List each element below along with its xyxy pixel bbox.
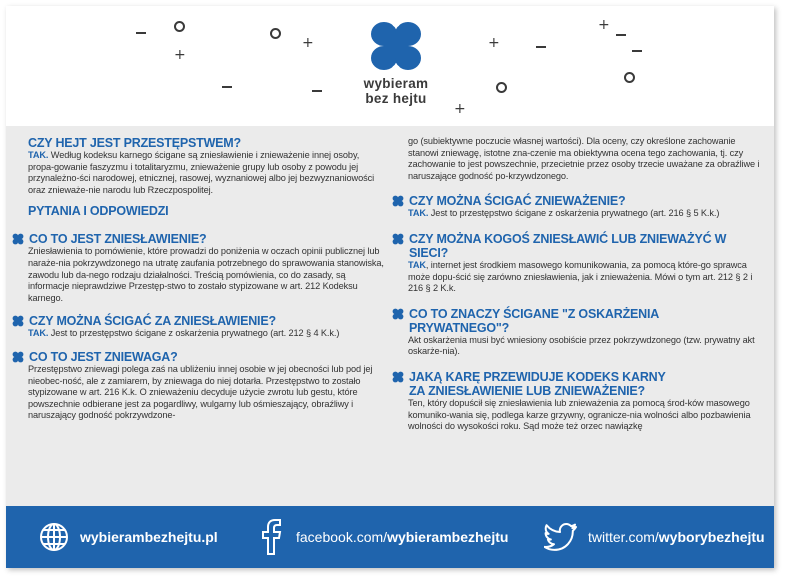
twitter-label xyxy=(588,529,765,545)
deco-plus: + xyxy=(302,35,314,51)
qa-block xyxy=(28,232,386,304)
clover-bullet-icon xyxy=(12,233,24,245)
qa-block xyxy=(408,194,760,220)
answer-text xyxy=(408,260,760,295)
deco-dash xyxy=(312,90,322,92)
logo xyxy=(356,20,436,106)
answer-text: Przestępstwo zniewagi polega zaś na ubliżeniu innej osobie w jej obecności lub pod jej nieobec-ność, ale z zamiarem, by zniewaga do niej dotarła. Przestępstwo to zostało stypizowane w art. 216 K.k. O znieważeniu decyduje użycie zwrotu lub gestu, które powszechnie odbierane jest za pogardliwy, wulgarny lub ośmieszający, obraźliwy i naruszający godność pokrzywdzone- xyxy=(28,363,373,421)
deco-dash xyxy=(632,50,642,52)
website-link[interactable] xyxy=(38,521,218,553)
intro-text xyxy=(28,150,386,196)
deco-plus: + xyxy=(174,47,186,63)
clover-bullet-icon xyxy=(12,351,24,363)
intro-block xyxy=(28,136,386,196)
blue-x-clover-icon xyxy=(368,20,424,72)
answer-text: Ten, który dopuścił się zniesławienia lub znieważenia za pomocą środ-ków masowego komuniko-wania się, podlega karze grzywny, ogranicze-nia wolności albo pozbawienia wolności do wysokości roku. Sąd może też orzec nawiązkę xyxy=(408,397,751,432)
deco-dash xyxy=(222,86,232,88)
clover-bullet-icon xyxy=(392,308,404,320)
clover-bullet-icon xyxy=(12,315,24,327)
question-title: CZY MOŻNA ŚCIGAĆ ZA ZNIESŁAWIENIE? xyxy=(29,314,276,329)
clover-bullet-icon xyxy=(392,371,404,383)
deco-plus: + xyxy=(598,17,610,33)
left-column xyxy=(28,136,386,432)
leaflet-sheet xyxy=(6,6,774,568)
facebook-link[interactable] xyxy=(260,519,508,555)
intro-body: Według kodeksu karnego ścigane są zniesławienie i znieważenie innej osoby, propa-gowanie faszyzmu i totalitaryzmu, znieważenie grupy lub osoby z powodu jej przynależno-ści narodowej, etnicznej, rasowej, wyznaniowej albo jej bezwyznaniowości oraz znieważe-nie narodu lub Rzeczpospolitej. xyxy=(28,150,375,195)
twitter-link[interactable] xyxy=(544,523,765,551)
twitter-icon xyxy=(544,523,578,551)
answer-text xyxy=(408,208,760,220)
logo-text-line2: bez hejtu xyxy=(365,91,427,106)
continuation-block xyxy=(408,136,760,182)
deco-plus: + xyxy=(454,101,466,117)
answer-body: Jest to przestępstwo ścigane z oskarżenia prywatnego (art. 212 § 4 K.k.) xyxy=(48,328,340,339)
header xyxy=(6,6,774,126)
question-title-line2: ZA ZNIESŁAWIENIE LUB ZNIEWAŻENIE? xyxy=(409,383,645,398)
qa-block xyxy=(28,314,386,340)
facebook-handle: wybierambezhejtu xyxy=(387,529,509,545)
deco-circle xyxy=(270,28,281,39)
facebook-prefix: facebook.com/ xyxy=(296,529,388,545)
qa-block xyxy=(408,370,760,433)
clover-bullet-icon xyxy=(392,233,404,245)
answer-text: Zniesławienia to pomówienie, które prowadzi do poniżenia w oczach opinii publicznej lub naraże-nia pokrzywdzonego na utratę zaufania potrzebnego do sprawowania stanowiska, zawodu lub da-nego rodzaju działalności. Treścią pomówienia, co do zasady, są informacje nieprawdziwe Przestęp-stwo to zostało stypizowane w art. 212 Kodeksu karnego. xyxy=(28,246,384,303)
twitter-handle: wyborybezhejtu xyxy=(658,529,765,545)
question-title: CO TO ZNACZY ŚCIGANE "Z OSKARŻENIA PRYWATNEGO"? xyxy=(409,306,659,335)
right-column xyxy=(408,136,760,443)
deco-circle xyxy=(496,82,507,93)
clover-bullet-icon xyxy=(392,195,404,207)
continuation-text: go (subiektywne poczucie własnej wartości). Dla oceny, czy określone zachowanie stanowi zniewagę, istotne zna-czenie ma obiektywna ocena tego zachowania, tj. czy zachowanie to jest powszechnie, przecietnie przez osoby trzecie uważane za obraźliwe i naruszające godność po-krzywdzonego. xyxy=(408,136,760,181)
footer xyxy=(6,506,774,568)
deco-dash xyxy=(616,34,626,36)
tak-label: TAK xyxy=(408,259,426,270)
question-title-line1: JAKĄ KARĘ PRZEWIDUJE KODEKS KARNY xyxy=(409,369,666,384)
question-title: CZY MOŻNA KOGOŚ ZNIESŁAWIĆ LUB ZNIEWAŻYĆ W SIECI? xyxy=(409,231,727,260)
deco-plus: + xyxy=(488,35,500,51)
question-title: CO TO JEST ZNIESŁAWIENIE? xyxy=(29,232,207,247)
question-title: CO TO JEST ZNIEWAGA? xyxy=(29,349,178,364)
deco-dash xyxy=(536,46,546,48)
tak-label: TAK. xyxy=(28,150,49,160)
answer-text: Akt oskarżenia musi być wniesiony osobiście przez pokrzywdzonego (tzw. prywatny akt oskarże-nia). xyxy=(408,334,755,357)
twitter-prefix: twitter.com/ xyxy=(588,529,659,545)
answer-text xyxy=(28,328,386,340)
answer-body: Jest to przestępstwo ścigane z oskarżenia prywatnego (art. 216 § 5 K.k.) xyxy=(428,208,720,219)
qa-block xyxy=(28,350,386,422)
section-title: PYTANIA I ODPOWIEDZI xyxy=(28,204,169,219)
content-panel xyxy=(6,126,774,506)
qa-block xyxy=(408,232,760,295)
qa-block xyxy=(408,307,760,358)
website-label: wybierambezhejtu.pl xyxy=(80,529,218,545)
question-title: CZY MOŻNA ŚCIGAĆ ZNIEWAŻENIE? xyxy=(409,194,626,209)
question-title xyxy=(409,370,666,398)
globe-icon xyxy=(38,521,70,553)
tak-label: TAK. xyxy=(28,328,49,339)
logo-text-line1: wybieram xyxy=(363,76,429,91)
deco-circle xyxy=(624,72,635,83)
answer-body: , internet jest środkiem masowego komunikowania, za pomocą które-go sprawca może dopu-ścić się zarówno zniesławienia, jak i znieważenia. Mówi o tym art. 212 § 2 i 216 § 2 K.k. xyxy=(408,259,753,294)
facebook-icon xyxy=(260,519,282,555)
intro-title: CZY HEJT JEST PRZESTĘPSTWEM? xyxy=(28,136,241,150)
facebook-label xyxy=(296,529,508,545)
deco-circle xyxy=(174,21,185,32)
tak-label: TAK. xyxy=(408,208,429,219)
deco-dash xyxy=(136,32,146,34)
